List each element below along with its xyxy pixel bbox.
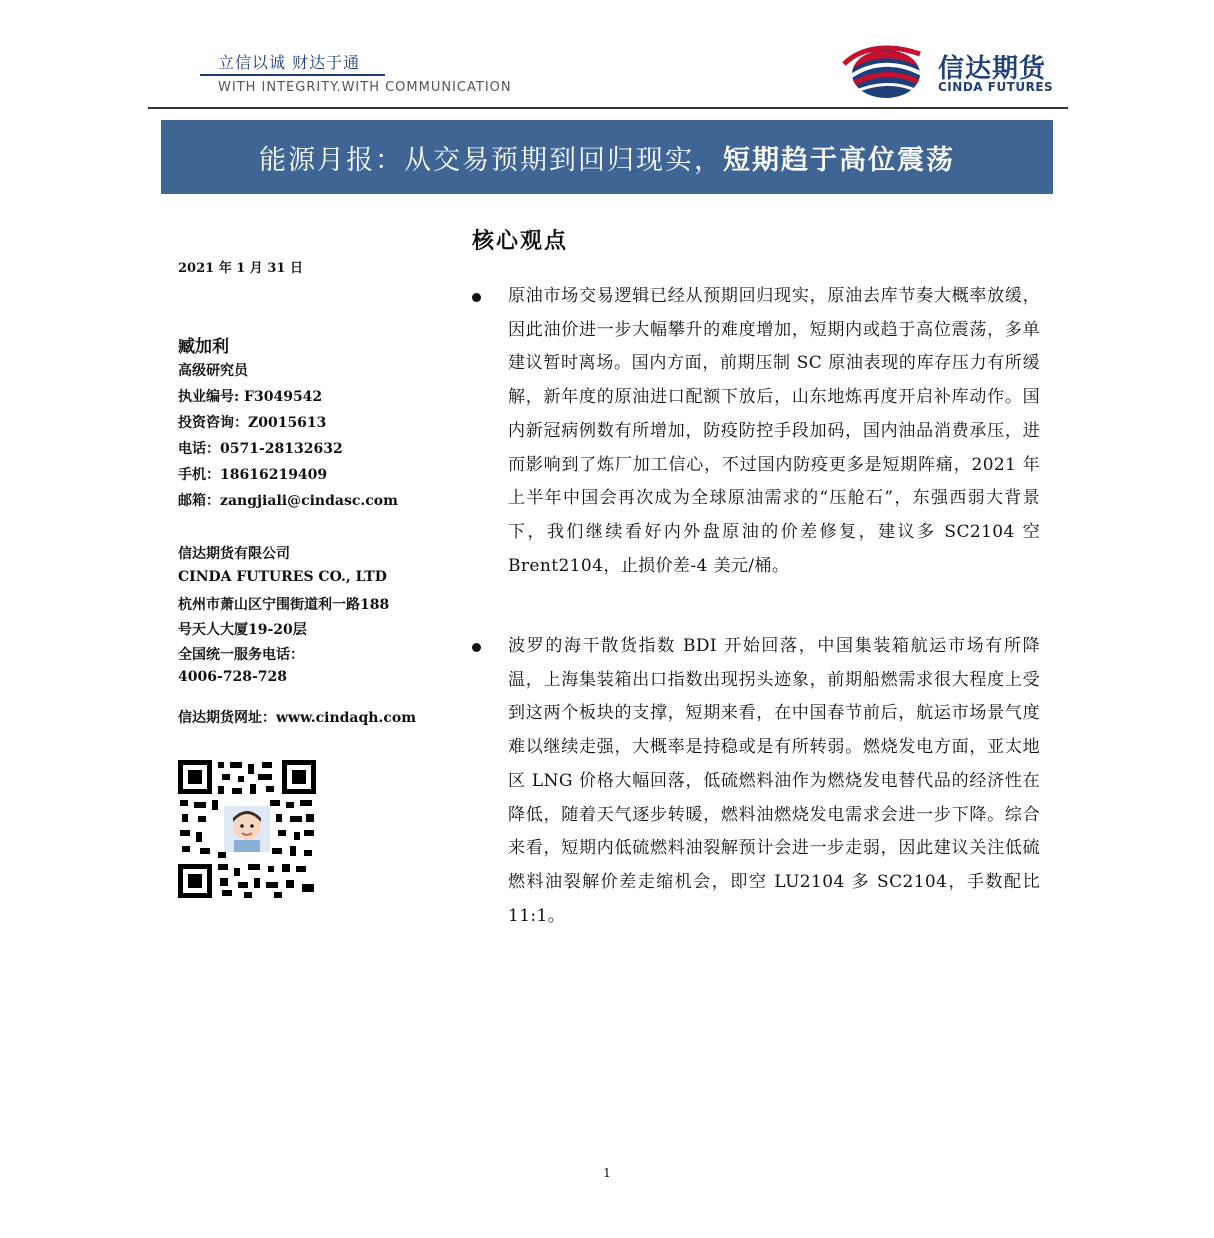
mobile: 手机：18616219409 <box>178 467 328 483</box>
bullet-text-1: 原油市场交易逻辑已经从预期回归现实，原油去库节奏大概率放缓，因此油价进一步大幅攀升的难度增加，短期内或趋于高位震荡，多单建议暂时离场。国内方面，前期压制 SC 原油表现的库存压力有所缓解，新年度的原油进口配额下放后，山东地炼再度开启补库动作。国内新冠病例数有所增加，防疫防控手段加码，国内油品消费承压，进而影响到了炼厂加工信心，不过国内防疫更多是短期阵痛，2021 年上半年中国会再次成为全球原油需求的“压舱石”，东强西弱大背景下，我们继续看好内外盘原油的价差修复，建议多 SC2104 空 Brent2104，止损价差-4 美元/桶。 <box>508 286 1040 576</box>
bullet-text-2: 波罗的海干散货指数 BDI 开始回落，中国集装箱航运市场有所降温，上海集装箱出口指数出现拐头迹象，前期船燃需求很大程度上受到这两个板块的支撑，短期来看，在中国春节前后，航运市场景气度难以继续走强，大概率是持稳或是有所转弱。燃烧发电方面，亚太地区 LNG 价格大幅回落，低硫燃料油作为燃烧发电替代品的经济性在降低，随着天气逐步转暖，燃料油燃烧发电需求会进一步下降。综合来看，短期内低硫燃料油裂解预计会进一步走弱，因此建议关注低硫燃料油裂解价差走缩机会，即空 LU2104 多 SC2104，手数配比 11:1。 <box>508 636 1040 926</box>
report-title <box>259 138 955 177</box>
cinda-logo-icon <box>842 44 922 100</box>
email: 邮箱：zangjiali@cindasc.com <box>178 493 398 509</box>
website: 信达期货网址：www.cindaqh.com <box>178 710 417 726</box>
qr-code-icon <box>178 760 316 898</box>
header-divider <box>148 107 1068 109</box>
section-heading: 核心观点 <box>472 228 569 254</box>
slogan-chinese: 立信以诚 财达于通 <box>218 53 361 72</box>
slogan-english: WITH INTEGRITY.WITH COMMUNICATION <box>218 80 512 95</box>
service-phone: 4006-728-728 <box>178 669 288 685</box>
address-line-2: 号天人大厦19-20层 <box>178 622 307 638</box>
service-label: 全国统一服务电话： <box>178 647 304 663</box>
logo-chinese-name: 信达期货 <box>938 54 1047 84</box>
slogan-underline <box>200 74 385 76</box>
company-name-en: CINDA FUTURES CO., LTD <box>178 569 387 585</box>
report-title-normal: 能源月报：从交易预期到回归现实， <box>259 144 723 176</box>
address-line-1: 杭州市萧山区宁围街道利一路188 <box>178 597 390 613</box>
report-date: 2021 年 1 月 31 日 <box>178 261 303 276</box>
author-title: 高级研究员 <box>178 363 248 379</box>
bullet-dot-icon <box>472 293 481 302</box>
phone: 电话：0571-28132632 <box>178 441 343 457</box>
license-number: 执业编号: F3049542 <box>178 389 323 405</box>
page-number: 1 <box>603 1166 611 1180</box>
author-name: 臧加利 <box>178 337 229 357</box>
bullet-dot-icon <box>472 643 481 652</box>
report-title-bar <box>161 120 1053 194</box>
report-title-bold: 短期趋于高位震荡 <box>723 144 955 176</box>
company-logo <box>842 44 1072 100</box>
logo-english-name: CINDA FUTURES <box>938 80 1054 94</box>
consult-number: 投资咨询：Z0015613 <box>178 415 327 431</box>
company-name-cn: 信达期货有限公司 <box>178 546 290 562</box>
